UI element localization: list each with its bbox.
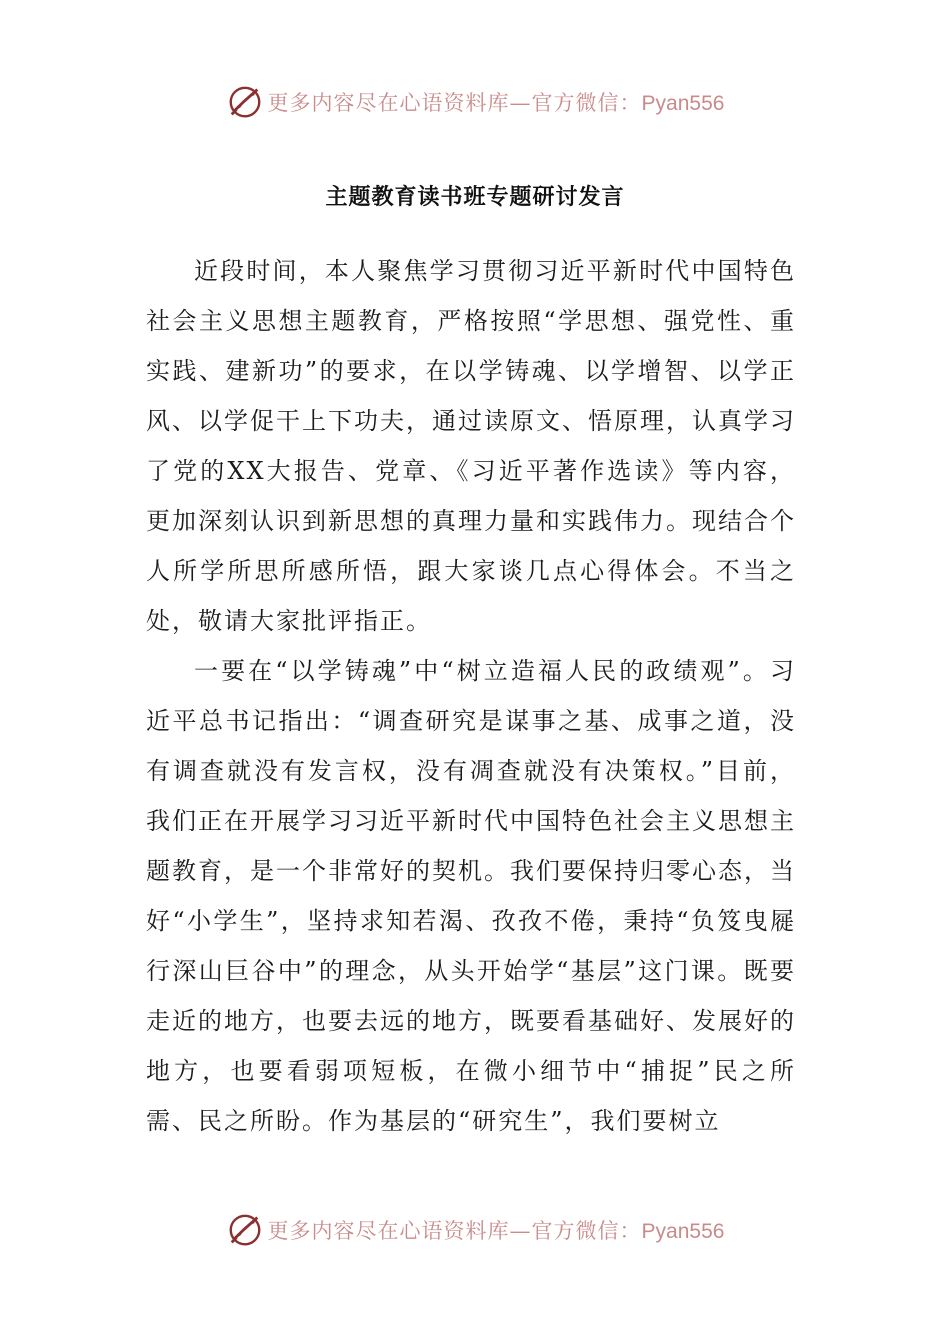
banner-text: 更多内容尽在心语资料库—官方微信：Pyan556 (267, 1219, 725, 1243)
header-banner (0, 82, 950, 122)
document-title: 主题教育读书班专题研讨发言 (325, 185, 625, 210)
banner-text: 更多内容尽在心语资料库—官方微信：Pyan556 (267, 91, 725, 115)
document-body (146, 246, 796, 1146)
wechat-id: Pyan556 (641, 1220, 725, 1243)
pen-logo-icon (226, 1211, 264, 1249)
wechat-id: Pyan556 (641, 92, 725, 115)
pen-logo-icon (226, 83, 264, 121)
paragraph: 一要在“以学铸魂”中“树立造福人民的政绩观”。习近平总书记指出：“调查研究是谋事之基、成事之道，没有调查就没有发言权，没有凋查就没有决策权。”目前，我们正在开展学习习近平新时代中国特色社会主义思想主题教育，是一个非常好的契机。我们要保持归零心态，当好“小学生”，坚持求知若渴、孜孜不倦，秉持“负笈曳屣行深山巨谷中”的理念，从头开始学“基层”这门课。既要走近的地方，也要去远的地方，既要看基础好、发展好的地方，也要看弱项短板，在微小细节中“捕捉”民之所需、民之所盼。作为基层的“研究生”，我们要树立 (146, 657, 796, 1135)
paragraph: 近段时间，本人聚焦学习贯彻习近平新时代中国特色社会主义思想主题教育，严格按照“学思想、强党性、重实践、建新功”的要求，在以学铸魂、以学增智、以学正风、以学促干上下功夫，通过读原文、悟原理，认真学习了党的XX大报告、党章、《习近平著作选读》等内容，更加深刻认识到新思想的真理力量和实践伟力。现结合个人所学所思所感所悟，跟大家谈几点心得体会。不当之处，敬请大家批评指正。 (146, 257, 796, 635)
footer-banner (0, 1210, 950, 1250)
